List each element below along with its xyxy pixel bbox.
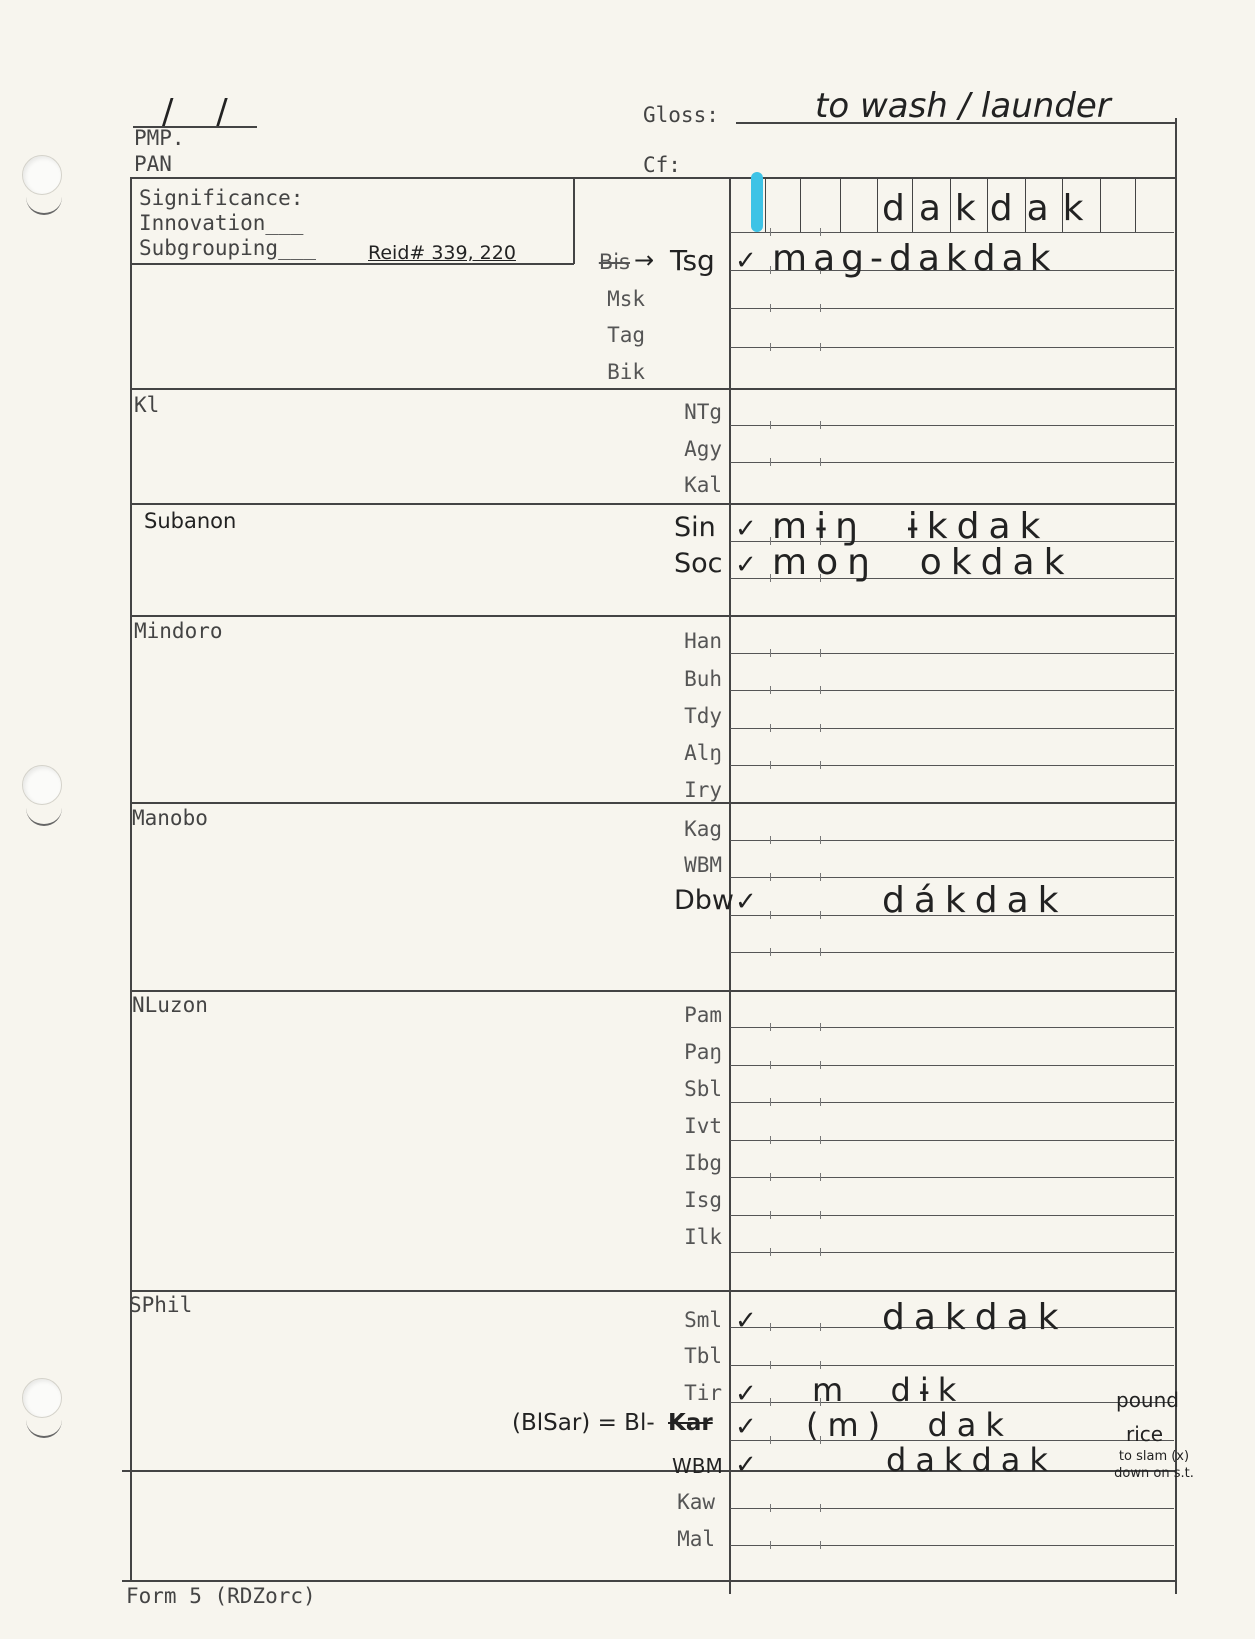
language-code: Alŋ xyxy=(684,741,722,765)
language-code-handwritten: Kar xyxy=(668,1410,713,1436)
language-form: (m) dak xyxy=(806,1406,1013,1444)
language-prefix: (BlSar) = Bl- xyxy=(512,1410,655,1436)
grid-line xyxy=(730,1365,1174,1366)
group-name: SPhil xyxy=(129,1293,193,1317)
language-form: dakdak xyxy=(886,1441,1057,1479)
section-divider xyxy=(130,503,1176,505)
grid-line xyxy=(730,462,1174,463)
form-footer: Form 5 (RDZorc) xyxy=(126,1584,316,1608)
grid-line xyxy=(730,877,1174,878)
cell-divider xyxy=(1100,178,1101,232)
grid-line xyxy=(730,1508,1174,1509)
punch-hole xyxy=(22,1378,62,1418)
language-code: Tir xyxy=(684,1381,722,1405)
cf-label: Cf: xyxy=(643,153,681,177)
language-code: Han xyxy=(684,629,722,653)
language-form: mɨŋ ɨkdak xyxy=(772,506,1050,547)
group-name: NLuzon xyxy=(132,993,208,1017)
group-name: Kl xyxy=(134,393,160,417)
grid-line xyxy=(730,1545,1174,1546)
section-divider xyxy=(130,802,1176,804)
check-mark: ✓ xyxy=(735,1412,757,1442)
cell-divider xyxy=(765,178,766,232)
reid-note: Reid# 339, 220 xyxy=(368,242,516,264)
check-mark: ✓ xyxy=(735,887,757,917)
top-form: dakdak xyxy=(882,188,1098,229)
gloss-underline xyxy=(736,122,1176,124)
grid-line xyxy=(730,728,1174,729)
note-to-slam: to slam (x) down on s.t. xyxy=(1114,1449,1194,1481)
grid-line xyxy=(730,347,1174,348)
language-code: Kal xyxy=(684,473,722,497)
language-code: Msk xyxy=(607,287,645,311)
grid-line xyxy=(730,840,1174,841)
grid-line xyxy=(730,1065,1174,1066)
top-border xyxy=(130,177,1176,179)
language-code: Tbl xyxy=(684,1344,722,1368)
bottom-border xyxy=(122,1580,1176,1582)
significance-title: Significance: xyxy=(139,186,304,210)
language-code: Ibg xyxy=(684,1151,722,1175)
language-code-handwritten: WBM xyxy=(672,1454,723,1478)
gloss-value: to wash / launder xyxy=(815,86,1111,126)
language-code: NTg xyxy=(684,400,722,424)
group-name: Manobo xyxy=(132,806,208,830)
language-code: Bik xyxy=(607,360,645,384)
language-form: dákdak xyxy=(882,880,1068,921)
language-code: Kaw xyxy=(677,1490,715,1514)
language-code: Ilk xyxy=(684,1225,722,1249)
innovation-label: Innovation___ xyxy=(139,211,304,235)
check-mark: ✓ xyxy=(735,1379,757,1409)
language-code: Pam xyxy=(684,1003,722,1027)
language-code: Iry xyxy=(684,778,722,802)
language-code: WBM xyxy=(684,853,722,877)
cell-divider xyxy=(1135,178,1136,232)
section-divider xyxy=(130,1290,1176,1292)
cell-divider xyxy=(877,178,878,232)
section-divider xyxy=(130,615,1176,617)
grid-line xyxy=(730,1252,1174,1253)
grid-line xyxy=(730,232,1174,233)
language-code: Paŋ xyxy=(684,1040,722,1064)
grid-line xyxy=(730,1215,1174,1216)
grid-line xyxy=(730,1027,1174,1028)
language-form: dakdak xyxy=(882,1297,1068,1338)
grid-line xyxy=(730,952,1174,953)
language-code: Isg xyxy=(684,1188,722,1212)
punch-hole xyxy=(22,765,62,805)
right-border xyxy=(1175,118,1177,1594)
cell-divider xyxy=(800,178,801,232)
section-divider xyxy=(130,990,1176,992)
highlight-mark xyxy=(751,172,763,232)
cell-divider xyxy=(840,178,841,232)
grid-line xyxy=(730,308,1174,309)
language-code-handwritten: Sin xyxy=(674,512,716,543)
note-rice: rice xyxy=(1126,1422,1164,1446)
language-code: Bis xyxy=(598,250,630,274)
grid-line xyxy=(730,1177,1174,1178)
language-code: Mal xyxy=(677,1527,715,1551)
check-mark: ✓ xyxy=(735,246,757,276)
language-code-handwritten: Tsg xyxy=(670,244,715,277)
language-code: Sbl xyxy=(684,1077,722,1101)
language-code-handwritten: Dbw xyxy=(674,885,735,916)
subgrouping-label: Subgrouping___ xyxy=(139,236,317,260)
language-code: Buh xyxy=(684,667,722,691)
group-name: Subanon xyxy=(144,509,237,533)
grid-line xyxy=(730,765,1174,766)
grid-line xyxy=(730,1102,1174,1103)
language-code: Ivt xyxy=(684,1114,722,1138)
punch-hole-shadow xyxy=(26,806,62,826)
check-mark: ✓ xyxy=(735,514,757,544)
punch-hole-shadow xyxy=(26,1418,62,1438)
grid-line xyxy=(730,425,1174,426)
arrow-mark: → xyxy=(634,246,655,274)
language-code-handwritten: Soc xyxy=(674,548,723,579)
language-code: Agy xyxy=(684,437,722,461)
slashes-mark: / / xyxy=(162,92,244,132)
language-code: Sml xyxy=(684,1308,722,1332)
language-form: moŋ okdak xyxy=(772,542,1074,583)
punch-hole-shadow xyxy=(26,195,62,215)
grid-line xyxy=(730,653,1174,654)
check-mark: ✓ xyxy=(735,1450,757,1480)
note-pound: pound xyxy=(1116,1388,1179,1412)
language-form: mag-dakdak xyxy=(772,238,1057,279)
section-divider xyxy=(130,388,1176,390)
language-code: Tag xyxy=(607,323,645,347)
language-code: Tdy xyxy=(684,704,722,728)
gloss-label: Gloss: xyxy=(643,103,719,127)
check-mark: ✓ xyxy=(735,550,757,580)
pan-label: PAN xyxy=(134,152,172,176)
pmp-label: PMP. xyxy=(134,126,185,150)
group-name: Mindoro xyxy=(134,619,223,643)
language-form: m dɨk xyxy=(812,1371,966,1409)
language-code: Kag xyxy=(684,817,722,841)
check-mark: ✓ xyxy=(735,1306,757,1336)
grid-line xyxy=(730,1140,1174,1141)
grid-line xyxy=(730,690,1174,691)
punch-hole xyxy=(22,155,62,195)
